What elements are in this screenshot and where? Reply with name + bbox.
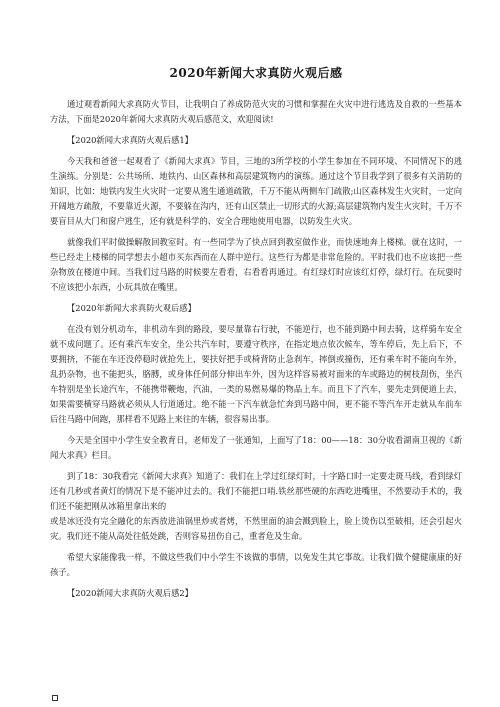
section-1-paragraph-2: 就像我们平时做操解散回教室时。有一些同学为了快点回到教室做作业，而快速地奔上楼梯。就在这时，一些已经走上楼梯的同学想去小超市买东西而在人群中逆行。这些行为都是非常危险的。平时我们也不应该把一些杂物放在楼道中间。当我们过马路的时候要左看看，右看看再通过。有红绿灯时应该红灯停，绿灯行。在玩耍时不应该把小东西，小玩具放在嘴里。 <box>50 237 462 292</box>
section-2-paragraph-4: 希望大家能像我一样，不做这些我们中小学生不该做的事情，以免发生其它事故。让我们做个健健康康的好孩子。 <box>50 552 462 577</box>
intro-paragraph: 通过观看新闻大求真防火节目，让我明白了养成防范火灾的习惯和掌握在火灾中进行逃选及自救的一些基本方法，下面是2020年新闻大求真防火观后感范文，欢迎阅读! <box>50 99 462 124</box>
section-2-paragraph-3b: 或是冰还没有完全融化的东西放进油锅里炒或者烤，不然里面的油会溅到脸上，脸上烫伤以至破相，还会引起火灾。我们还不能从高处往低处跳，否则容易扭伤自己，重者危及生命。 <box>50 516 462 541</box>
section-2-paragraph-3a: 到了18：30我看完《新闻大求真》知道了：我们在上学过红绿灯时，十字路口时一定要走斑马线，看到绿灯还有几秒或者黄灯的情况下是不能冲过去的。我们不能把口哨.铁丝那些硬的东西吃进嘴里，不然要动手术的，我们还不能把刚从冰箱里拿出来的 <box>50 471 462 511</box>
section-2-paragraph-1: 在没有划分机动车，非机动车到的路段，要尽量靠右行驶，不能逆行，也不能到路中间去骑，这样骑车安全就不成问题了。还有乘汽车安全，坐公共汽车时，要遵守秩序，在指定地点依次候车，等车停后，先上后下，不要拥挤，不能在车还没停稳时就抢先上，要扶好把手或椅背防止急刹车，摔倒或撞伤，还有乘车时不能向车外，乱扔杂物，也不能把头，胳膊，或身体任何部分伸出车外，因为这样容易被对面来的车或路边的树枝刮伤，坐汽车特别是坐长途汽车，不能携带鞭炮，汽油，一类的易燃易爆的物品上车。而且下了汽车，要先走到便道上去，如果需要横穿马路就必须从人行道通过。绝不能一下汽车就急忙奔到马路中间，更不能不等汽车开走就从车前车后往马路中间跑，那样看不见路上来往的车辆，很容易出事。 <box>50 324 462 424</box>
section-2-paragraph-2: 今天是全国中小学生安全教育日，老师发了一张通知，上面写了18：00——18：30分收看湖南卫视的《新闻大求真》栏目。 <box>50 435 462 460</box>
document-title: 2020年新闻大求真防火观后感 <box>169 66 343 80</box>
section-3-heading: 【2020新闻大求真防火观后感2】 <box>67 588 193 598</box>
checkbox-square-icon <box>52 695 58 701</box>
section-2-heading: 【2020年新闻大求真防火观后感】 <box>67 303 196 313</box>
section-1-paragraph-1: 今天我和爸爸一起观看了《新闻大求真》节目，三地的3所学校的小学生参加在不同环境、不同情况下的逃生演练。分别是：公共场所、地铁内、山区森林和高层建筑物内的演练。通过这个节目我学到了很多有关消防的知识，比如：地铁内发生火灾时一定要从逃生通道疏散，千万不能从两侧车门疏散;山区森林发生火灾时，一定向开阔地方疏散，不要靠近火源，不要躲在沟内，还有山区禁止一切形式的火源;高层建筑物内发生火灾时，千万不要盲目从大门和窗户逃生，还有就是科学的、安全合理地使用电器，以防发生火灾。 <box>50 156 462 226</box>
section-1-heading: 【2020新闻大求真防火观后感1】 <box>67 135 193 145</box>
